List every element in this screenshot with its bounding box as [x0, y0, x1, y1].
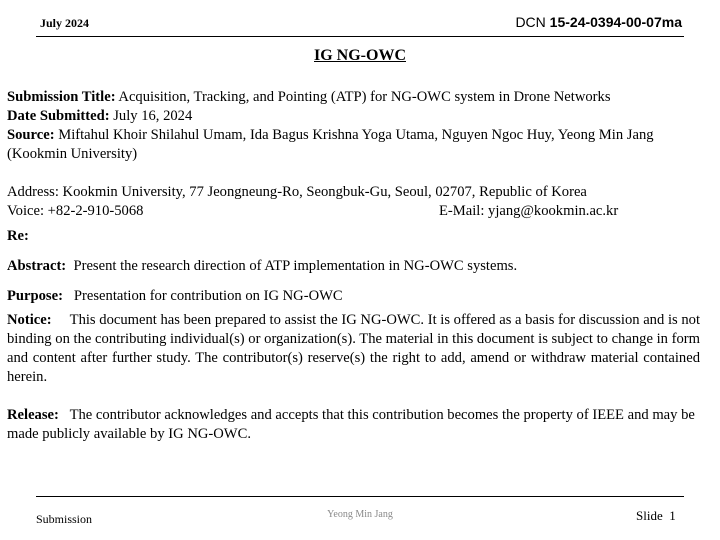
re-label: Re: — [7, 228, 29, 244]
date-submitted-value: July 16, 2024 — [113, 108, 193, 124]
abstract-label: Abstract: — [7, 258, 67, 274]
notice-text: This document has been prepared to assist the IG NG-OWC. It is offered as a basis for discussion and is not binding on the contributing individual(s) or organization(s). The material in this document is subject to change in form and content after further study. The contributor(s) reserve(s) the right to add, amend or withdraw material contained herein. — [7, 312, 700, 385]
slide-label: Slide — [636, 508, 663, 523]
abstract-text: Present the research direction of ATP implementation in NG-OWC systems. — [73, 258, 518, 274]
email: E-Mail: yjang@kookmin.ac.kr — [439, 203, 619, 219]
header-date: July 2024 — [40, 16, 90, 30]
footer-author: Yeong Min Jang — [327, 509, 393, 520]
re-row — [7, 227, 700, 246]
header-dcn — [515, 14, 682, 30]
source-value: Miftahul Khoir Shilahul Umam, Ida Bagus Krishna Yoga Utama, Nguyen Ngoc Huy, Yeong Min Jang (Kookmin University) — [7, 127, 654, 162]
date-submitted-row — [7, 107, 700, 126]
header-divider — [36, 36, 684, 37]
dcn-number: 15-24-0394-00-07ma — [549, 14, 682, 30]
dcn-prefix: DCN — [515, 14, 546, 30]
slide-number: 1 — [669, 508, 676, 523]
voice: Voice: +82-2-910-5068 — [7, 203, 144, 219]
submission-title-label: Submission Title: — [7, 89, 116, 105]
footer-slide — [636, 508, 676, 524]
purpose-row — [7, 287, 700, 306]
footer-divider — [36, 496, 684, 497]
page-title: IG NG-OWC — [314, 47, 406, 64]
notice-row — [7, 311, 700, 387]
notice-label: Notice: — [7, 312, 52, 328]
purpose-text: Presentation for contribution on IG NG-OWC — [73, 288, 343, 304]
abstract-row — [7, 257, 700, 276]
source-row — [7, 126, 700, 164]
footer-submission: Submission — [36, 512, 93, 526]
contact-row — [7, 202, 700, 221]
purpose-label: Purpose: — [7, 288, 63, 304]
date-submitted-label: Date Submitted: — [7, 108, 110, 124]
release-text: The contributor acknowledges and accepts that this contribution becomes the property of IEEE and may be made publicly available by IG NG-OWC. — [7, 407, 695, 442]
address: Address: Kookmin University, 77 Jeongneung-Ro, Seongbuk-Gu, Seoul, 02707, Republic of Korea — [7, 184, 587, 200]
submission-title-row — [7, 88, 700, 107]
document-body — [7, 88, 700, 444]
release-row — [7, 406, 700, 444]
release-label: Release: — [7, 407, 59, 423]
source-label: Source: — [7, 127, 55, 143]
submission-title-value: Acquisition, Tracking, and Pointing (ATP) for NG-OWC system in Drone Networks — [118, 89, 611, 105]
